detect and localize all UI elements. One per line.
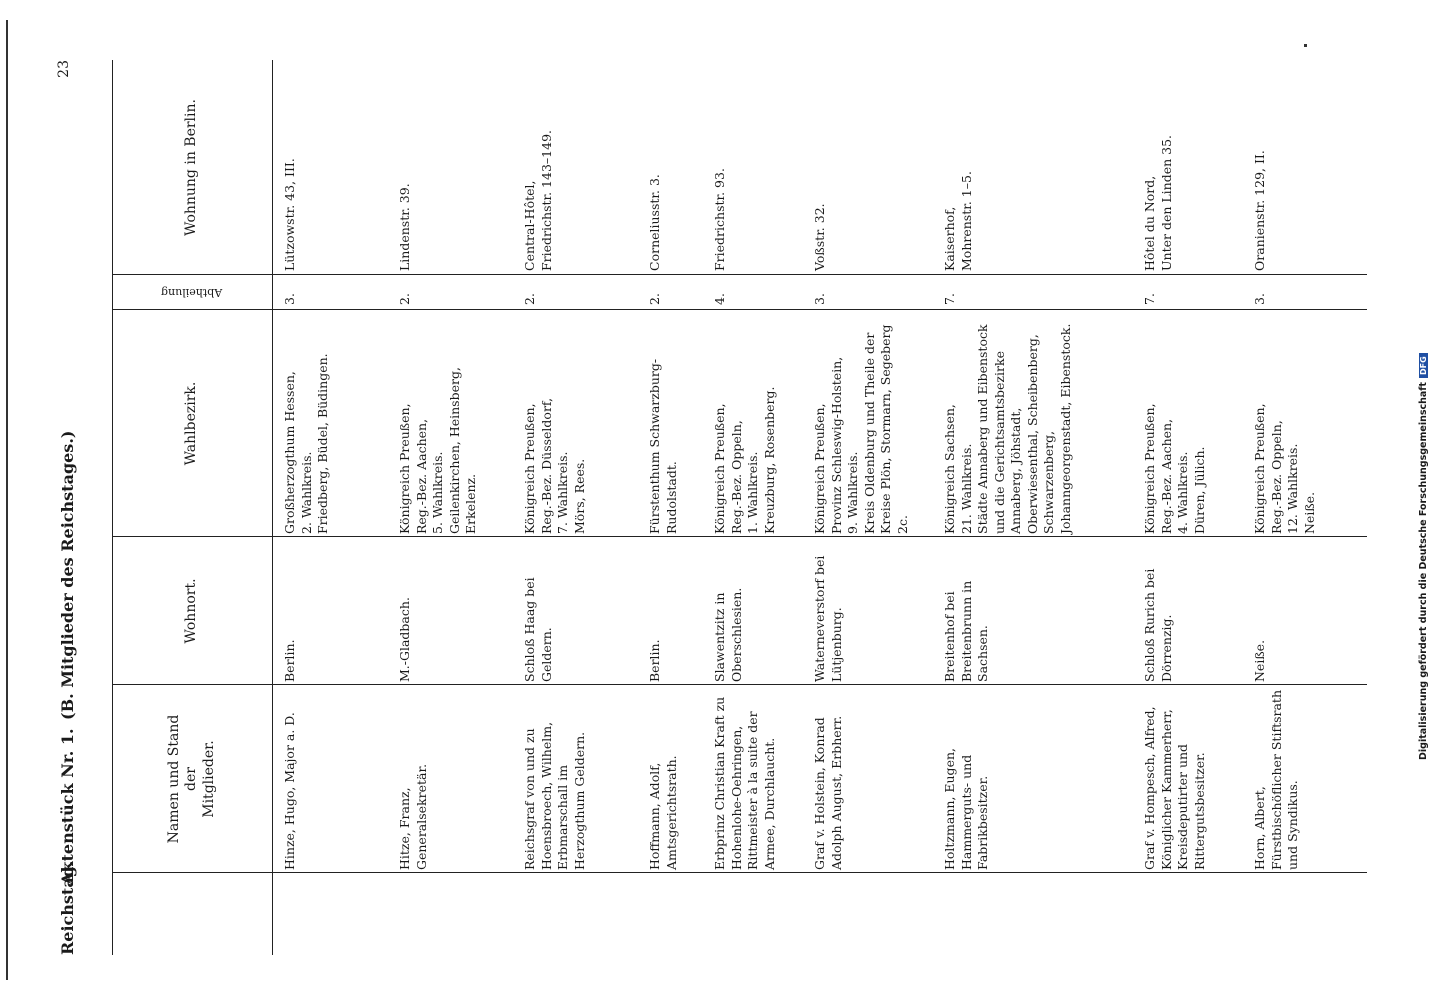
member-division: 3. — [1252, 293, 1267, 305]
member-name: Reichsgraf von und zu Hoensbroech, Wilhelm, Erbmarschall im Herzogthum Geldern. — [522, 721, 587, 870]
table-row — [522, 60, 632, 955]
member-division: 7. — [1142, 293, 1157, 305]
credit-label: Digitalisierung gefördert durch die Deutsche Forschungsgemeinschaft — [1418, 382, 1429, 760]
member-constituency: Königreich Preußen, Provinz Schleswig-Holstein, 9. Wahlkreis. Kreis Oldenburg und Theile der Kreise Plön, Stormarn, Segeberg 2c. — [812, 324, 910, 534]
table-row — [1252, 60, 1352, 955]
digitization-credit-text — [1418, 40, 1429, 760]
member-constituency: Königreich Preußen, Reg.-Bez. Oppeln, 1. Wahlkreis. Kreuzburg, Rosenberg. — [712, 386, 777, 534]
member-constituency: Fürstenthum Schwarzburg-Rudolstadt. — [647, 358, 679, 534]
column-header-division-text: Abtheilung — [161, 286, 223, 299]
page-number: 23 — [56, 60, 72, 78]
member-berlin-address: Oranienstr. 129, II. — [1252, 150, 1267, 271]
member-division: 3. — [812, 293, 827, 305]
member-residence: M.-Gladbach. — [397, 597, 412, 682]
member-name: Horn, Albert, Fürstbischöflicher Stiftsrath und Syndikus. — [1252, 689, 1300, 870]
table-row — [812, 60, 932, 955]
column-header-residence — [112, 537, 272, 685]
column-header-name — [112, 685, 272, 873]
dfg-logo: DFG — [1419, 353, 1428, 378]
column-header-division — [112, 275, 272, 310]
table-row — [397, 60, 507, 955]
member-berlin-address: Lindenstr. 39. — [397, 183, 412, 271]
member-division: 3. — [282, 293, 297, 305]
member-berlin-address: Kaiserhof, Mohrenstr. 1–5. — [942, 171, 974, 271]
member-residence: Schloß Rurich bei Dörrenzig. — [1142, 568, 1174, 682]
member-name: Hoffmann, Adolf, Amtsgerichtsrath. — [647, 755, 679, 870]
rotated-page-content — [50, 60, 1385, 955]
member-residence: Breitenhof bei Breitenbrunn in Sachsen. — [942, 580, 990, 682]
member-berlin-address: Corneliusstr. 3. — [647, 174, 662, 271]
column-header-constituency — [112, 310, 272, 537]
table-row — [282, 60, 382, 955]
column-header-residence-text: Wohnort. — [183, 578, 200, 644]
member-residence: Neiße. — [1252, 639, 1267, 682]
column-header-berlin-text: Wohnung in Berlin. — [183, 99, 200, 236]
member-residence: Berlin. — [282, 639, 297, 682]
member-constituency: Königreich Sachsen, 21. Wahlkreis. Städte Annaberg und Eibenstock und die Gerichtsamtsbezirke Annaberg, Jöhstadt, Oberwiesenthal, Scheibenberg, Schwarzenberg, Johanngeorgenstadt, Eibenstock. — [942, 323, 1073, 534]
member-name: Graf v. Hompesch, Alfred, Königlicher Kammerherr, Kreisdeputirter und Rittergutsbesitzer. — [1142, 706, 1207, 870]
member-division: 7. — [942, 293, 957, 305]
column-header-berlin — [112, 60, 272, 275]
member-berlin-address: Friedrichstr. 93. — [712, 168, 727, 271]
table-row — [1142, 60, 1242, 955]
table-row — [942, 60, 1132, 955]
members-table — [112, 60, 1367, 955]
member-division: 2. — [647, 293, 662, 305]
member-name: Hinze, Hugo, Major a. D. — [282, 712, 297, 870]
member-residence: Schloß Haag bei Geldern. — [522, 577, 554, 682]
member-berlin-address: Hôtel du Nord, Unter den Linden 35. — [1142, 134, 1174, 271]
table-row — [712, 60, 797, 955]
member-constituency: Königreich Preußen, Reg.-Bez. Aachen, 4. Wahlkreis. Düren, Jülich. — [1142, 403, 1207, 534]
member-residence: Waterneverstorf bei Lütjenburg. — [812, 555, 844, 682]
member-name: Holtzmann, Eugen, Hammerguts- und Fabrikbesitzer. — [942, 748, 990, 870]
table-row — [647, 60, 702, 955]
member-constituency: Großherzogthum Hessen, 2. Wahlkreis. Friedberg, Büdel, Büdingen. — [282, 353, 330, 534]
column-header-name-text: Namen und Stand der Mitglieder. — [165, 714, 217, 844]
running-head: Reichstag. — [58, 860, 77, 955]
member-constituency: Königreich Preußen, Reg.-Bez. Oppeln, 12. Wahlkreis. Neiße. — [1252, 403, 1317, 534]
member-constituency: Königreich Preußen, Reg.-Bez. Düsseldorf, 7. Wahlkreis. Mörs, Rees. — [522, 397, 587, 534]
section-title: (B. Mitglieder des Reichstages.) — [58, 430, 77, 720]
member-name: Hitze, Franz, Generalsekretär. — [397, 763, 429, 870]
member-residence: Berlin. — [647, 639, 662, 682]
scan-edge-line — [6, 20, 8, 980]
member-berlin-address: Central-Hôtel, Friedrichstr. 143–149. — [522, 130, 554, 271]
member-name: Erbprinz Christian Kraft zu Hohenlohe-Oehringen, Rittmeister à la suite der Armee, Durchlaucht. — [712, 696, 777, 870]
member-division: 4. — [712, 293, 727, 305]
member-name: Graf v. Holstein, Konrad Adolph August, Erbherr. — [812, 715, 844, 870]
column-header-constituency-text: Wahlbezirk. — [183, 381, 200, 466]
digitization-credit — [1418, 40, 1432, 760]
member-berlin-address: Lützowstr. 43, III. — [282, 158, 297, 271]
scan-speck — [1304, 44, 1307, 47]
document-number: Aktenstück Nr. 1. — [58, 728, 77, 885]
page-header — [50, 60, 90, 955]
member-division: 2. — [397, 293, 412, 305]
header-bottom-rule — [272, 60, 273, 955]
member-constituency: Königreich Preußen, Reg.-Bez. Aachen, 5. Wahlkreis. Geilenkirchen, Heinsberg, Erkelenz. — [397, 367, 478, 534]
member-berlin-address: Voßstr. 32. — [812, 203, 827, 271]
member-division: 2. — [522, 293, 537, 305]
member-residence: Slawentzitz in Oberschlesien. — [712, 587, 744, 682]
